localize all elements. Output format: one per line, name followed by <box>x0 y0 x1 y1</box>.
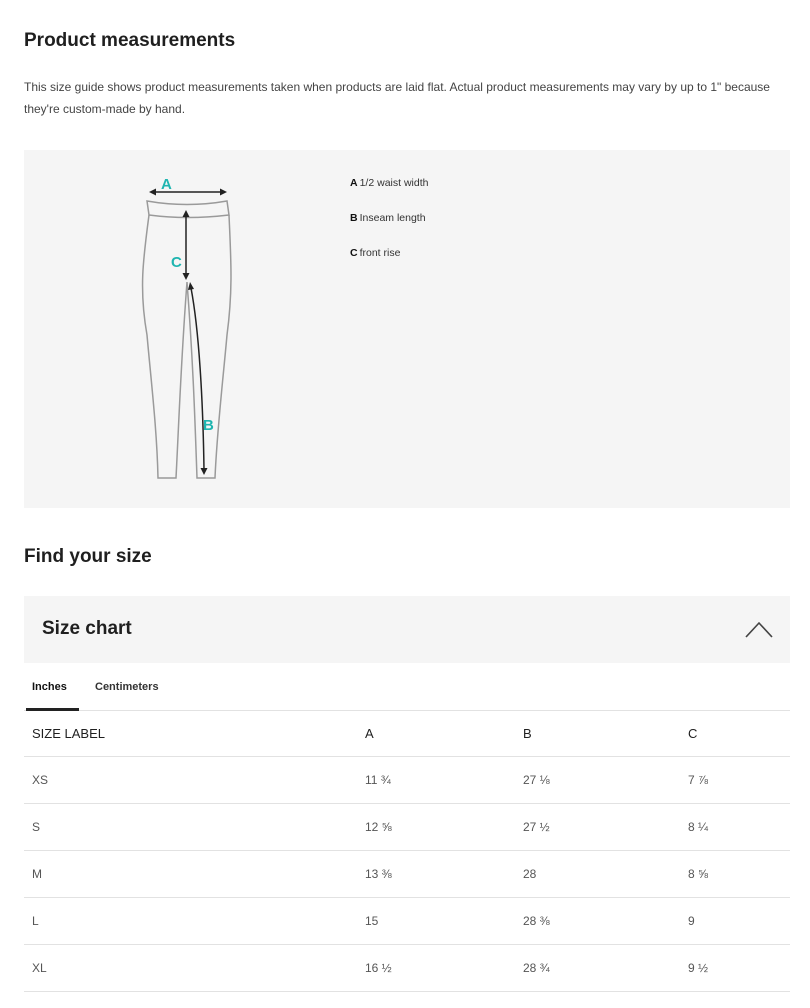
column-header-c: C <box>680 710 790 757</box>
find-your-size-title: Find your size <box>24 546 152 567</box>
column-header-a: A <box>357 710 515 757</box>
table-row <box>24 898 790 945</box>
b-arrow-head-bottom <box>201 468 208 475</box>
diagram-letter-c: C <box>171 254 182 271</box>
c-value-cell: 9 <box>680 898 790 945</box>
table-row <box>24 945 790 992</box>
b-value-cell: 28 ¾ <box>515 945 680 992</box>
measurements-legend <box>350 176 428 281</box>
table-row <box>24 851 790 898</box>
legend-letter: B <box>350 212 358 224</box>
product-measurements-title: Product measurements <box>24 30 236 51</box>
legend-text: front rise <box>359 247 401 259</box>
legend-text: Inseam length <box>359 212 426 224</box>
size-label-cell: S <box>24 804 357 851</box>
c-value-cell: 8 ⅝ <box>680 851 790 898</box>
diagram-letter-a: A <box>161 176 172 193</box>
size-chart-table <box>24 710 790 992</box>
measurements-panel <box>24 150 790 508</box>
size-chart-title: Size chart <box>42 618 132 639</box>
legend-letter: C <box>350 247 358 259</box>
a-value-cell: 16 ½ <box>357 945 515 992</box>
a-arrow-head-right <box>220 189 227 196</box>
diagram-letter-b: B <box>203 417 214 434</box>
a-value-cell: 15 <box>357 898 515 945</box>
c-arrow-head-bottom <box>183 273 190 280</box>
column-header-b: B <box>515 710 680 757</box>
a-arrow-head-left <box>149 189 156 196</box>
table-row <box>24 804 790 851</box>
a-value-cell: 13 ⅜ <box>357 851 515 898</box>
b-arrow-head-top <box>188 282 194 290</box>
legend-item-c <box>350 246 428 281</box>
b-value-cell: 28 <box>515 851 680 898</box>
b-value-cell: 27 ½ <box>515 804 680 851</box>
legend-item-b <box>350 211 428 246</box>
legend-item-a <box>350 176 428 211</box>
c-value-cell: 9 ½ <box>680 945 790 992</box>
table-header-row <box>24 710 790 757</box>
size-chart-accordion-header[interactable] <box>24 596 790 663</box>
chevron-up-icon[interactable] <box>744 618 774 640</box>
size-label-cell: XL <box>24 945 357 992</box>
size-label-cell: M <box>24 851 357 898</box>
a-value-cell: 12 ⅝ <box>357 804 515 851</box>
table-row <box>24 757 790 804</box>
tab-centimeters[interactable]: Centimeters <box>95 681 159 693</box>
legend-text: 1/2 waist width <box>359 177 429 189</box>
c-value-cell: 8 ¼ <box>680 804 790 851</box>
column-header-size-label: SIZE LABEL <box>24 710 357 757</box>
legend-letter: A <box>350 177 358 189</box>
c-value-cell: 7 ⅞ <box>680 757 790 804</box>
b-value-cell: 27 ⅛ <box>515 757 680 804</box>
a-value-cell: 11 ¾ <box>357 757 515 804</box>
b-value-cell: 28 ⅜ <box>515 898 680 945</box>
size-label-cell: L <box>24 898 357 945</box>
leggings-outline <box>143 215 231 478</box>
measurements-description: This size guide shows product measurements taken when products are laid flat. Actual product measurements may vary by up to 1" because they're custom-made by hand. <box>24 80 770 116</box>
unit-tabs <box>24 676 790 711</box>
size-label-cell: XS <box>24 757 357 804</box>
tab-inches[interactable]: Inches <box>32 681 67 693</box>
leggings-diagram <box>129 170 259 490</box>
